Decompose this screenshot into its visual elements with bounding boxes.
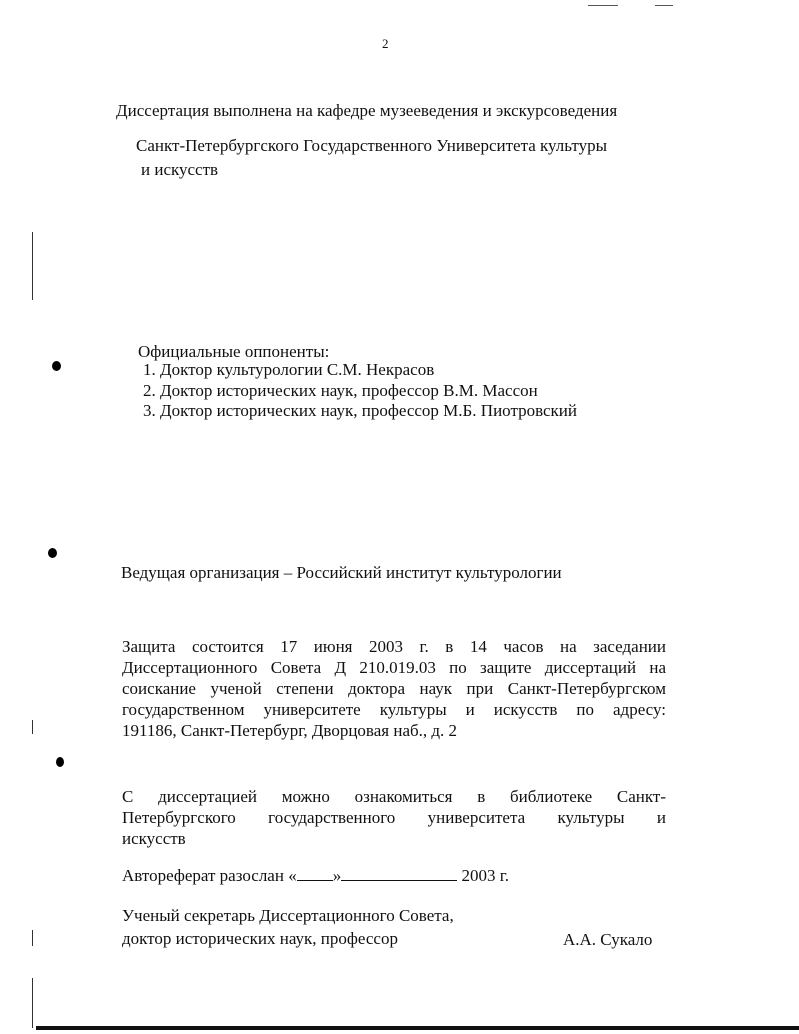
- secretary-name: А.А. Сукало: [563, 930, 653, 949]
- department-line-2: Санкт-Петербургского Государственного Университета культуры: [136, 136, 608, 155]
- punch-hole-mark-2: [48, 548, 57, 558]
- defense-paragraph: [122, 636, 666, 741]
- secretary-title-line-2: доктор исторических наук, профессор: [122, 929, 398, 948]
- department-line-3: и искусств: [141, 160, 219, 179]
- defense-line: соискание ученой степени доктора наук при Санкт-Петербургском: [122, 679, 666, 698]
- scan-margin-line-4: [32, 978, 33, 1028]
- defense-line: государственном университете культуры и искусств по адресу:: [122, 700, 666, 719]
- defense-line: 191186, Санкт-Петербург, Дворцовая наб., д. 2: [122, 721, 458, 740]
- scan-margin-line-2: [32, 720, 33, 734]
- abstract-sent-line: [122, 866, 509, 886]
- scan-margin-line-3: [32, 930, 33, 946]
- library-line: С диссертацией можно ознакомиться в библиотеке Санкт-: [122, 787, 666, 806]
- scan-mark-top-right-1: [588, 5, 618, 6]
- defense-line: Диссертационного Совета Д 210.019.03 по защите диссертаций на: [122, 658, 666, 677]
- defense-line: Защита состоится 17 июня 2003 г. в 14 часов на заседании: [122, 637, 666, 656]
- opponents-title: Официальные оппоненты:: [138, 342, 330, 361]
- department-line-1: Диссертация выполнена на кафедре музееведения и экскурсоведения: [116, 101, 618, 120]
- opponent-item: 3. Доктор исторических наук, профессор М.Б. Пиотровский: [143, 401, 578, 420]
- leading-organization: Ведущая организация – Российский институт культурологии: [121, 563, 562, 582]
- scan-bottom-edge: [36, 1026, 799, 1030]
- library-line: искусств: [122, 829, 186, 848]
- library-paragraph: [122, 786, 666, 849]
- scan-mark-top-right-2: [655, 5, 673, 6]
- punch-hole-mark-3: [56, 757, 64, 767]
- abstract-sent-suffix: 2003 г.: [457, 866, 510, 885]
- abstract-sent-middle: »: [332, 866, 342, 885]
- opponents-list: [143, 360, 577, 422]
- punch-hole-mark-1: [52, 361, 61, 371]
- scan-margin-line-1: [32, 232, 33, 300]
- abstract-sent-prefix: Автореферат разослан «: [122, 866, 297, 885]
- secretary-title-line-1: Ученый секретарь Диссертационного Совета,: [122, 906, 454, 925]
- library-line: Петербургского государственного университета культуры и: [122, 808, 666, 827]
- opponent-item: 2. Доктор исторических наук, профессор В.М. Массон: [143, 380, 538, 400]
- abstract-sent-day-blank: [297, 866, 333, 881]
- abstract-sent-month-blank: [341, 866, 457, 881]
- page-number: 2: [382, 36, 389, 51]
- opponent-item: 1. Доктор культурологии С.М. Некрасов: [143, 360, 435, 379]
